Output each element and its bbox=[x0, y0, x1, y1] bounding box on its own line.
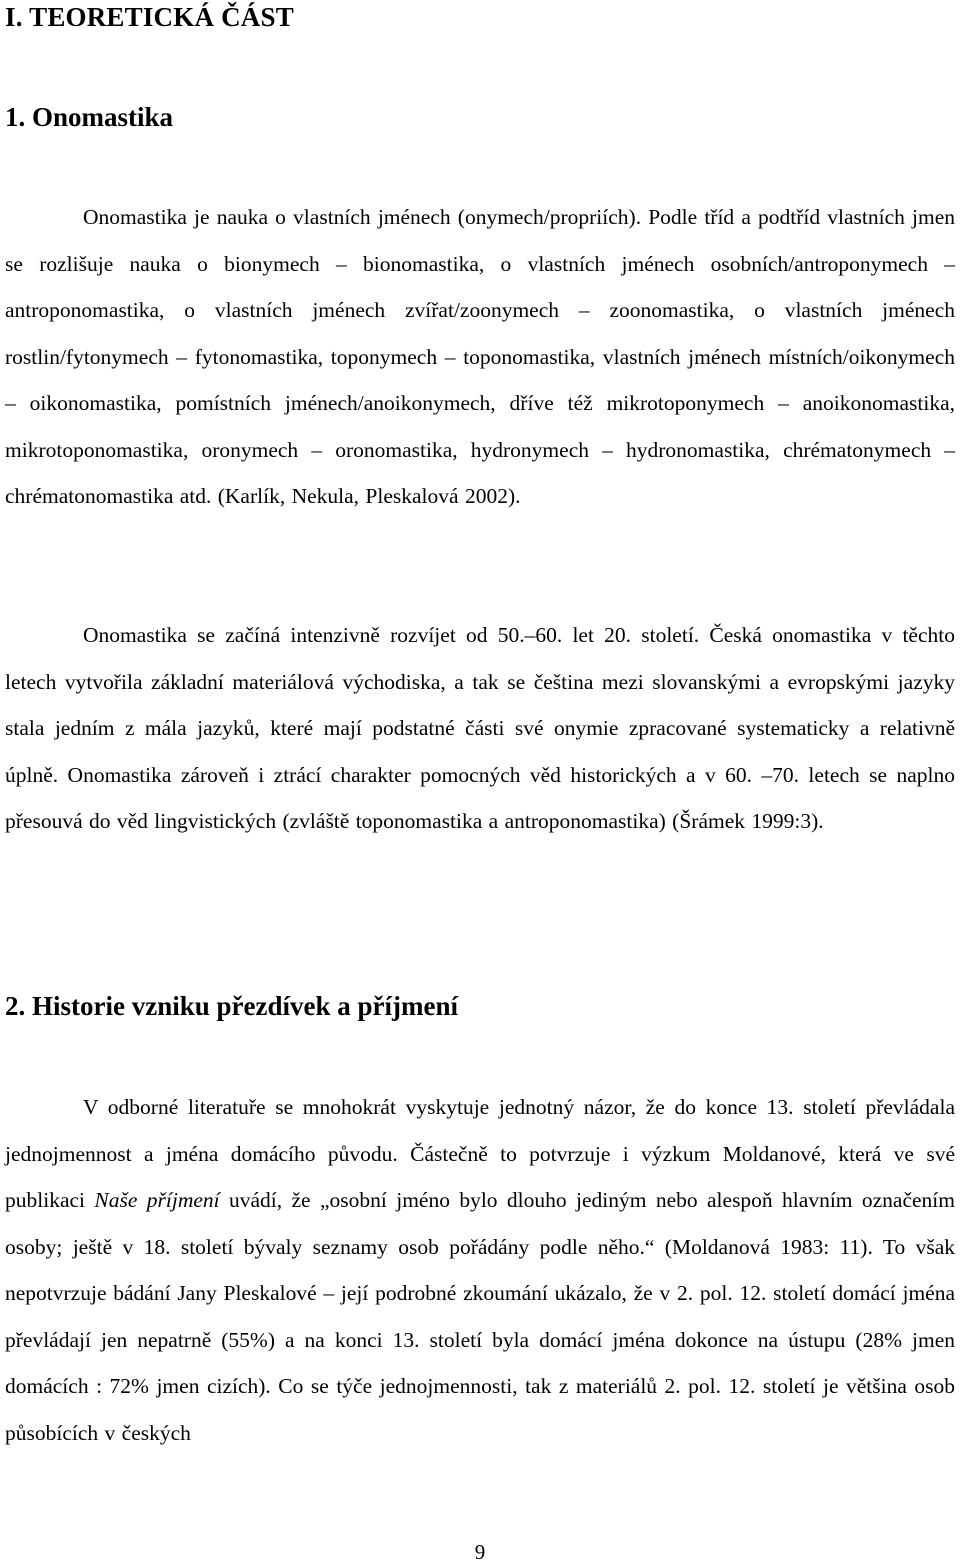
page-number: 9 bbox=[474, 1540, 486, 1564]
section-title-historie-prijmeni: 2. Historie vzniku přezdívek a příjmení bbox=[5, 991, 458, 1021]
part-title: I. TEORETICKÁ ČÁST bbox=[5, 2, 294, 32]
publication-title-italic: Naše příjmení bbox=[94, 1188, 220, 1212]
section-title-onomastika: 1. Onomastika bbox=[5, 102, 174, 132]
paragraph-onomastika-history: Onomastika se začíná intenzivně rozvíjet od 50.–60. let 20. století. Česká onomastika v těchto letech vytvořila základní materiálová východiska, a tak se čeština mezi slovanskými a evropskými jazyky stala jedním z mála jazyků, které mají podstatné části své onymie zpracované systematicky a relativně úplně. Onomastika zároveň i ztrácí charakter pomocných věd historických a v 60. –70. letech se naplno přesouvá do věd lingvistických (zvláště toponomastika a antroponomastika) (Šrámek 1999:3). bbox=[5, 623, 955, 833]
paragraph-historie-jednojmennost bbox=[5, 1084, 955, 1456]
paragraph-onomastika-definition: Onomastika je nauka o vlastních jménech (onymech/propriích). Podle tříd a podtříd vlastních jmen se rozlišuje nauka o bionymech – bionomastika, o vlastních jménech osobních/antroponymech – antroponomastika, o vlastních jménech zvířat/zoonymech – zoonomastika, o vlastních jménech rostlin/fytonymech – fytonomastika, toponymech – toponomastika, vlastních jménech místních/oikonymech – oikonomastika, pomístních jménech/anoikonymech, dříve též mikrotoponymech – anoikonomastika, mikrotoponomastika, oronymech – oronomastika, hydronymech – hydronomastika, chrématonymech – chrématonomastika atd. (Karlík, Nekula, Pleskalová 2002). bbox=[5, 205, 955, 508]
paragraph-text-after-italic: uvádí, že „osobní jméno bylo dlouho jediným nebo alespoň hlavním označením osoby; ještě v 18. století bývaly seznamy osob pořádány podle něho.“ (Moldanová 1983: 11). To však nepotvrzuje bádání Jany Pleskalové – její podrobné zkoumání ukázalo, že v 2. pol. 12. století domácí jména převládají jen nepatrně (55%) a na konci 13. století byla domácí jména dokonce na ústupu (28% jmen domácích : 72% jmen cizích). Co se týče jednojmennosti, tak z materiálů 2. pol. 12. století je většina osob působících v českých bbox=[5, 1188, 956, 1445]
paragraph-text-before-italic: V odborné literatuře se mnohokrát vyskytuje jednotný názor, že do konce 13. století převládala jednojmennost a jména domácího původu. Částečně to potvrzuje i výzkum Moldanové, která ve své publikaci bbox=[5, 1095, 955, 1212]
